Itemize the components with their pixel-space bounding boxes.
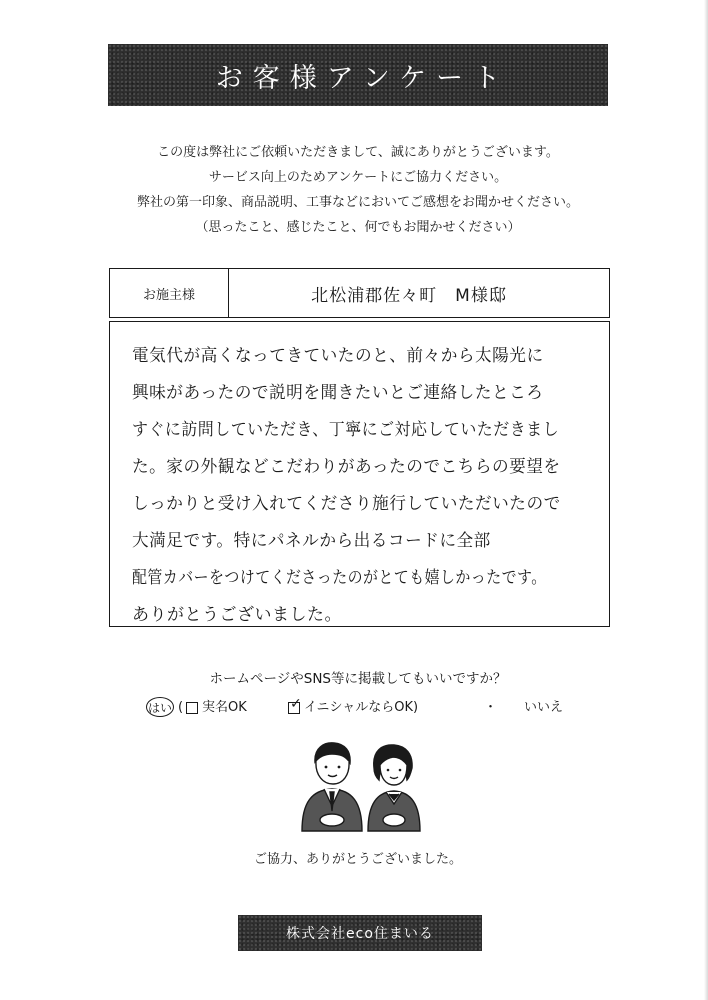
paren-open: ( (178, 700, 184, 715)
client-label: お施主様 (110, 269, 229, 317)
female-staff-figure (368, 745, 420, 831)
option-separator: ・ (484, 700, 498, 715)
comment-box (109, 321, 610, 627)
real-name-label: 実名OK (202, 700, 247, 715)
handwritten-comment (132, 338, 602, 634)
publish-question: ホームページやSNS等に掲載してもいいですか？ (209, 671, 507, 687)
check-mark-icon: ✓ (290, 696, 302, 712)
comment-line: た。家の外観などこだわりがあったのでこちらの要望を (132, 457, 561, 477)
thanks-message: ご協力、ありがとうございました。 (253, 852, 462, 867)
intro-line: サービス向上のためアンケートにご協力ください。 (208, 170, 508, 185)
comment-line: しっかりと受け入れてくださり施行していただいたので (132, 494, 561, 514)
male-staff-figure (302, 743, 362, 831)
no-option[interactable]: いいえ (524, 700, 564, 715)
title-banner (108, 44, 608, 106)
company-name: 株式会社eco住まいる (286, 926, 434, 942)
initial-checkbox[interactable] (288, 696, 302, 714)
intro-line: この度は弊社にご依頼いただきまして、誠にありがとうございます。 (157, 145, 559, 160)
company-banner (238, 915, 482, 951)
staff-illustration (294, 736, 434, 846)
publish-options (146, 697, 586, 719)
intro-text (80, 140, 636, 240)
comment-line: すぐに訪問していただき、丁寧にご対応していただきまし (132, 420, 560, 440)
initial-label: イニシャルならOK) (304, 700, 419, 715)
page-title: お客様アンケート (215, 62, 511, 94)
client-name: 北松浦郡佐々町 M様邸 (311, 285, 507, 306)
comment-line: 興味があったので説明を聞きたいとご連絡したところ (132, 383, 544, 403)
intro-line: （思ったこと、感じたこと、何でもお聞かせください） (195, 220, 521, 235)
scan-edge-shadow (704, 0, 708, 1000)
comment-line: ありがとうございました。 (132, 605, 342, 625)
comment-line: 大満足です。特にパネルから出るコードに全部 (132, 531, 491, 551)
client-info-row (109, 268, 610, 318)
comment-line: 電気代が高くなってきていたのと、前々から太陽光に (132, 346, 544, 366)
comment-line: 配管カバーをつけてくださったのがとても嬉しかったです。 (132, 568, 547, 588)
real-name-checkbox[interactable] (186, 702, 198, 714)
intro-line: 弊社の第一印象、商品説明、工事などにおいてご感想をお聞かせください。 (136, 195, 579, 210)
yes-option-circled[interactable]: はい (146, 697, 174, 717)
